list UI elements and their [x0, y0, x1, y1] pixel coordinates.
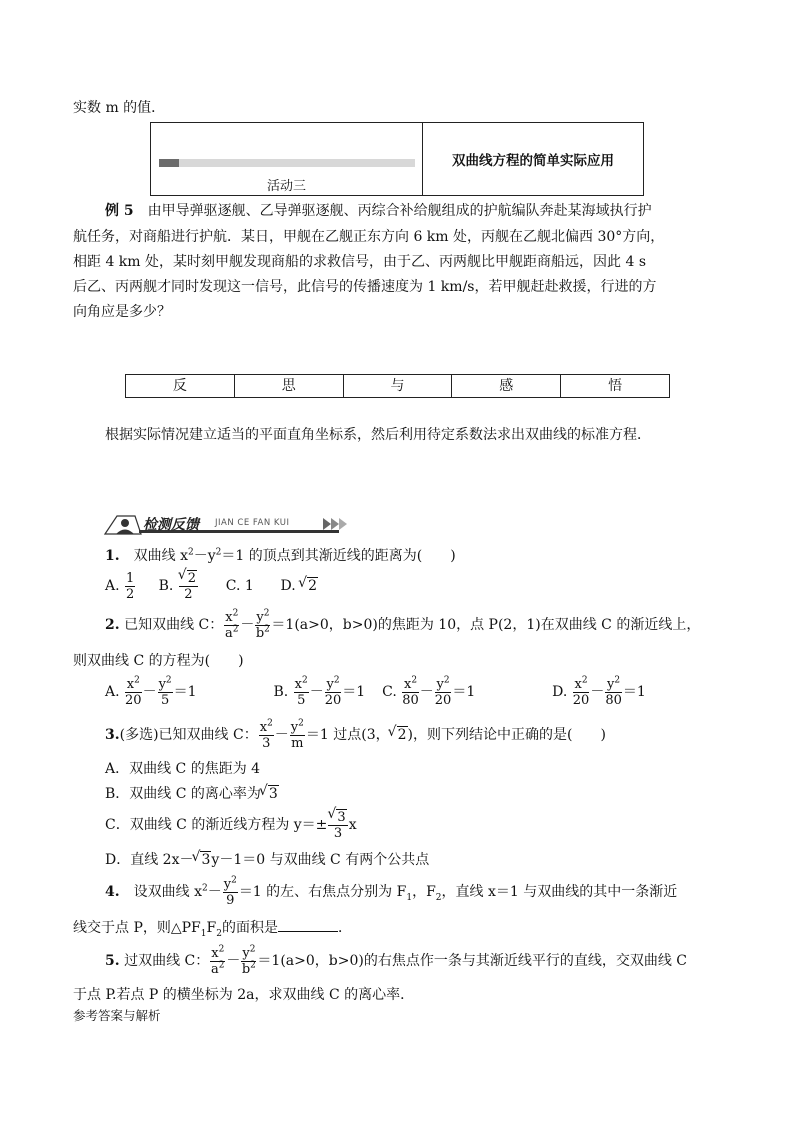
sqrt-symbol: √ 2 — [390, 716, 408, 754]
question-5-stem: 5. 过双曲线 C： $\frac{x^2}{a^2}$ － $\frac{y^2}{b^2}$ ＝1(a>0，b>0)的右焦点作一条与其渐近线平行的直线，交双曲线 C — [105, 944, 687, 977]
q3-option-a: A．双曲线 C 的焦距为 4 — [105, 761, 261, 777]
answer-blank[interactable] — [278, 917, 338, 932]
sqrt-symbol: √ 3 — [261, 784, 279, 804]
example-5-line-1 — [105, 201, 652, 221]
reflection-cell: 思 — [235, 375, 344, 397]
q2-text-b: ＝1(a>0，b>0)的焦距为 10，点 P(2，1)在双曲线 C 的渐近线上， — [271, 617, 701, 633]
q2-option-b: B. — [273, 684, 289, 700]
q1-text-c: ＝1 的顶点到其渐近线的距离为( ) — [221, 548, 456, 564]
q4-text-b: ＝1 的左、右焦点分别为 F — [238, 884, 407, 900]
section-title: 检测反馈 — [143, 517, 199, 533]
frac-denominator: 80 — [605, 692, 622, 708]
frac-denominator: 5 — [160, 692, 170, 708]
example-5-line-2: 航任务，对商船进行护航．某日，甲舰在乙舰正东方向 6 km 处，丙舰在乙舰北偏西 30°方向， — [73, 229, 665, 245]
intro-text: 实数 m 的值． — [73, 100, 166, 116]
q3-option-d-text-a: D．直线 2x－ — [105, 852, 194, 868]
sqrt-symbol — [180, 571, 197, 586]
q3-text-c: )，则下列结论中正确的是( ) — [407, 727, 606, 743]
question-1-stem: 1. 双曲线 $x^2-y^2=1$ 的顶点到其渐近线的距离为( ) — [105, 547, 456, 564]
q3-option-c: C．双曲线 C 的渐近线方程为 y＝± √ $\frac{3}{3}$ x — [105, 806, 357, 844]
q1-option-c: C. 1 — [225, 578, 254, 594]
reflection-cell: 悟 — [608, 378, 623, 394]
frac-denominator: 2 — [184, 586, 193, 602]
q4-text-d: ，直线 x＝1 与双曲线的其中一条渐近 — [441, 884, 678, 900]
example-5-line-5: 向角应是多少？ — [73, 304, 171, 320]
example-5-line-3: 相距 4 km 处，某时刻甲舰发现商船的求救信号，由于乙、丙两舰比甲舰距商船远，因此 4 s — [73, 254, 647, 270]
q5-text-a: 过双曲线 C： — [124, 953, 210, 969]
q1-option-a: A. — [105, 578, 120, 594]
activity-label: 活动三 — [266, 179, 306, 194]
reflection-cell: 与 — [344, 375, 453, 397]
activity-box — [150, 122, 644, 196]
q4-line2-b: F — [206, 920, 217, 936]
q4-text-a: 设双曲线 x — [133, 884, 202, 900]
q1-option-d: D. — [280, 578, 296, 594]
frac-denominator: 5 — [297, 692, 306, 708]
q2-option-a: A. — [105, 684, 120, 700]
frac-denominator: 20 — [434, 692, 452, 708]
question-5-line-2: 于点 P.若点 P 的横坐标为 2a，求双曲线 C 的离心率． — [73, 987, 415, 1003]
question-4-line-2: 线交于点 P，则$\triangle PF_1F_2$的面积是 ． — [73, 917, 352, 938]
activity-title: 双曲线方程的简单实际应用 — [452, 153, 614, 169]
frac-denominator: 2 — [126, 586, 135, 602]
sqrt-symbol: √ 2 — [300, 568, 318, 604]
activity-progress-bar — [159, 159, 415, 167]
reflection-cell: 反 — [126, 375, 235, 397]
q2-option-c: C. — [382, 684, 397, 700]
frac-denominator: 80 — [402, 692, 419, 708]
q3-text-b: ＝1 过点(3， — [305, 727, 390, 743]
q4-line2-a: 线交于点 P，则△PF — [73, 920, 201, 936]
example-5-label: 例 5 — [105, 203, 134, 219]
question-3-number: 3. — [105, 727, 120, 743]
reflection-text: 根据实际情况建立适当的平面直角坐标系，然后利用待定系数法求出双曲线的标准方程． — [105, 427, 651, 443]
question-2-number: 2. — [105, 617, 120, 633]
reflection-cell: 感 — [452, 375, 561, 397]
q2-text-a: 已知双曲线 C： — [124, 617, 224, 633]
frac-denominator: 20 — [572, 692, 590, 708]
question-3-stem: 3.(多选)已知双曲线 C： $\frac{x^2}{3}$ － $\frac{y^2}{m}$ ＝1 过点(3，√ 2)，则下列结论中正确的是( ) — [105, 716, 606, 754]
q3-option-d — [105, 850, 429, 870]
q3-option-d-text-b: y－1＝0 与双曲线 C 有两个公共点 — [211, 852, 430, 868]
q1-option-b-fraction — [179, 571, 198, 602]
reflection-table — [125, 374, 670, 398]
q3-option-b — [105, 784, 279, 804]
activity-left-panel — [151, 123, 423, 195]
q3-option-c-text: C．双曲线 C 的渐近线方程为 y＝± — [105, 817, 328, 833]
q4-line2-c: 的面积是 — [221, 920, 278, 936]
frac-numerator: 1 — [126, 570, 135, 586]
q1-option-a-fraction — [125, 571, 135, 602]
example-5-text-1: 由甲导弹驱逐舰、乙导弹驱逐舰、丙综合补给舰组成的护航编队奔赴某海域执行护 — [147, 203, 652, 219]
question-1-options — [105, 568, 318, 604]
question-4-stem: 4. 设双曲线 $x^2-$ $\frac{y^2}{9}$ ＝1 的左、右焦点分别为 $F_1$，$F_2$，直线 x＝1 与双曲线的其中一条渐近 — [105, 875, 678, 908]
question-2-line-2: 则双曲线 C 的方程为( ) — [73, 653, 244, 669]
q4-text-c: ，F — [412, 884, 436, 900]
radicand: 2 — [187, 570, 197, 586]
q4-line2-d: ． — [337, 920, 352, 936]
frac-denominator: 20 — [324, 692, 342, 708]
answer-footer: 参考答案与解析 — [73, 1008, 161, 1023]
section-subtitle: JIAN CE FAN KUI — [215, 518, 290, 528]
activity-progress-fill — [159, 159, 179, 167]
question-4-number: 4. — [105, 884, 120, 900]
question-5-number: 5. — [105, 953, 120, 969]
section-banner — [103, 512, 355, 536]
q1-text-a: 双曲线 x — [133, 548, 188, 564]
question-2-stem: 2. 已知双曲线 C： $\frac{x^2}{a^2}$ － $\frac{y^2}{b^2}$ ＝1(a>0，b>0)的焦距为 10，点 P(2，1)在双曲线 C 的渐近线上， — [105, 608, 701, 641]
sqrt-symbol: √ 3 — [193, 850, 211, 870]
q1-text-b: －y — [193, 548, 216, 564]
example-5-line-4: 后乙、丙两舰才同时发现这一信号，此信号的传播速度为 1 km/s，若甲舰赶赴救援，行进的方 — [73, 279, 657, 295]
q3-text-a: (多选)已知双曲线 C： — [119, 727, 258, 743]
q2-option-d: D. — [552, 684, 568, 700]
q5-text-b: ＝1(a>0，b>0)的右焦点作一条与其渐近线平行的直线，交双曲线 C — [257, 953, 687, 969]
q1-option-b: B. — [158, 578, 174, 594]
question-2-options: A. $\frac{x^2}{20}$ － $\frac{y^2}{5}$ ＝1 B. $\frac{x^2}{5}$ － $\frac{y^2}{20}$ ＝1 C. $\frac{x^2}{80}$ － $\frac{y^2}{20}$ ＝1 D. $\frac{x^2}{20}$ － $\frac{y^2}{80}$ ＝1 — [105, 675, 646, 708]
question-1-number: 1. — [105, 548, 120, 564]
q3-option-c-tail: x — [348, 817, 357, 833]
sqrt-symbol: √ 3 — [329, 810, 346, 825]
q3-option-b-text: B．双曲线 C 的离心率为 — [105, 786, 261, 802]
frac-denominator: 20 — [125, 692, 142, 708]
